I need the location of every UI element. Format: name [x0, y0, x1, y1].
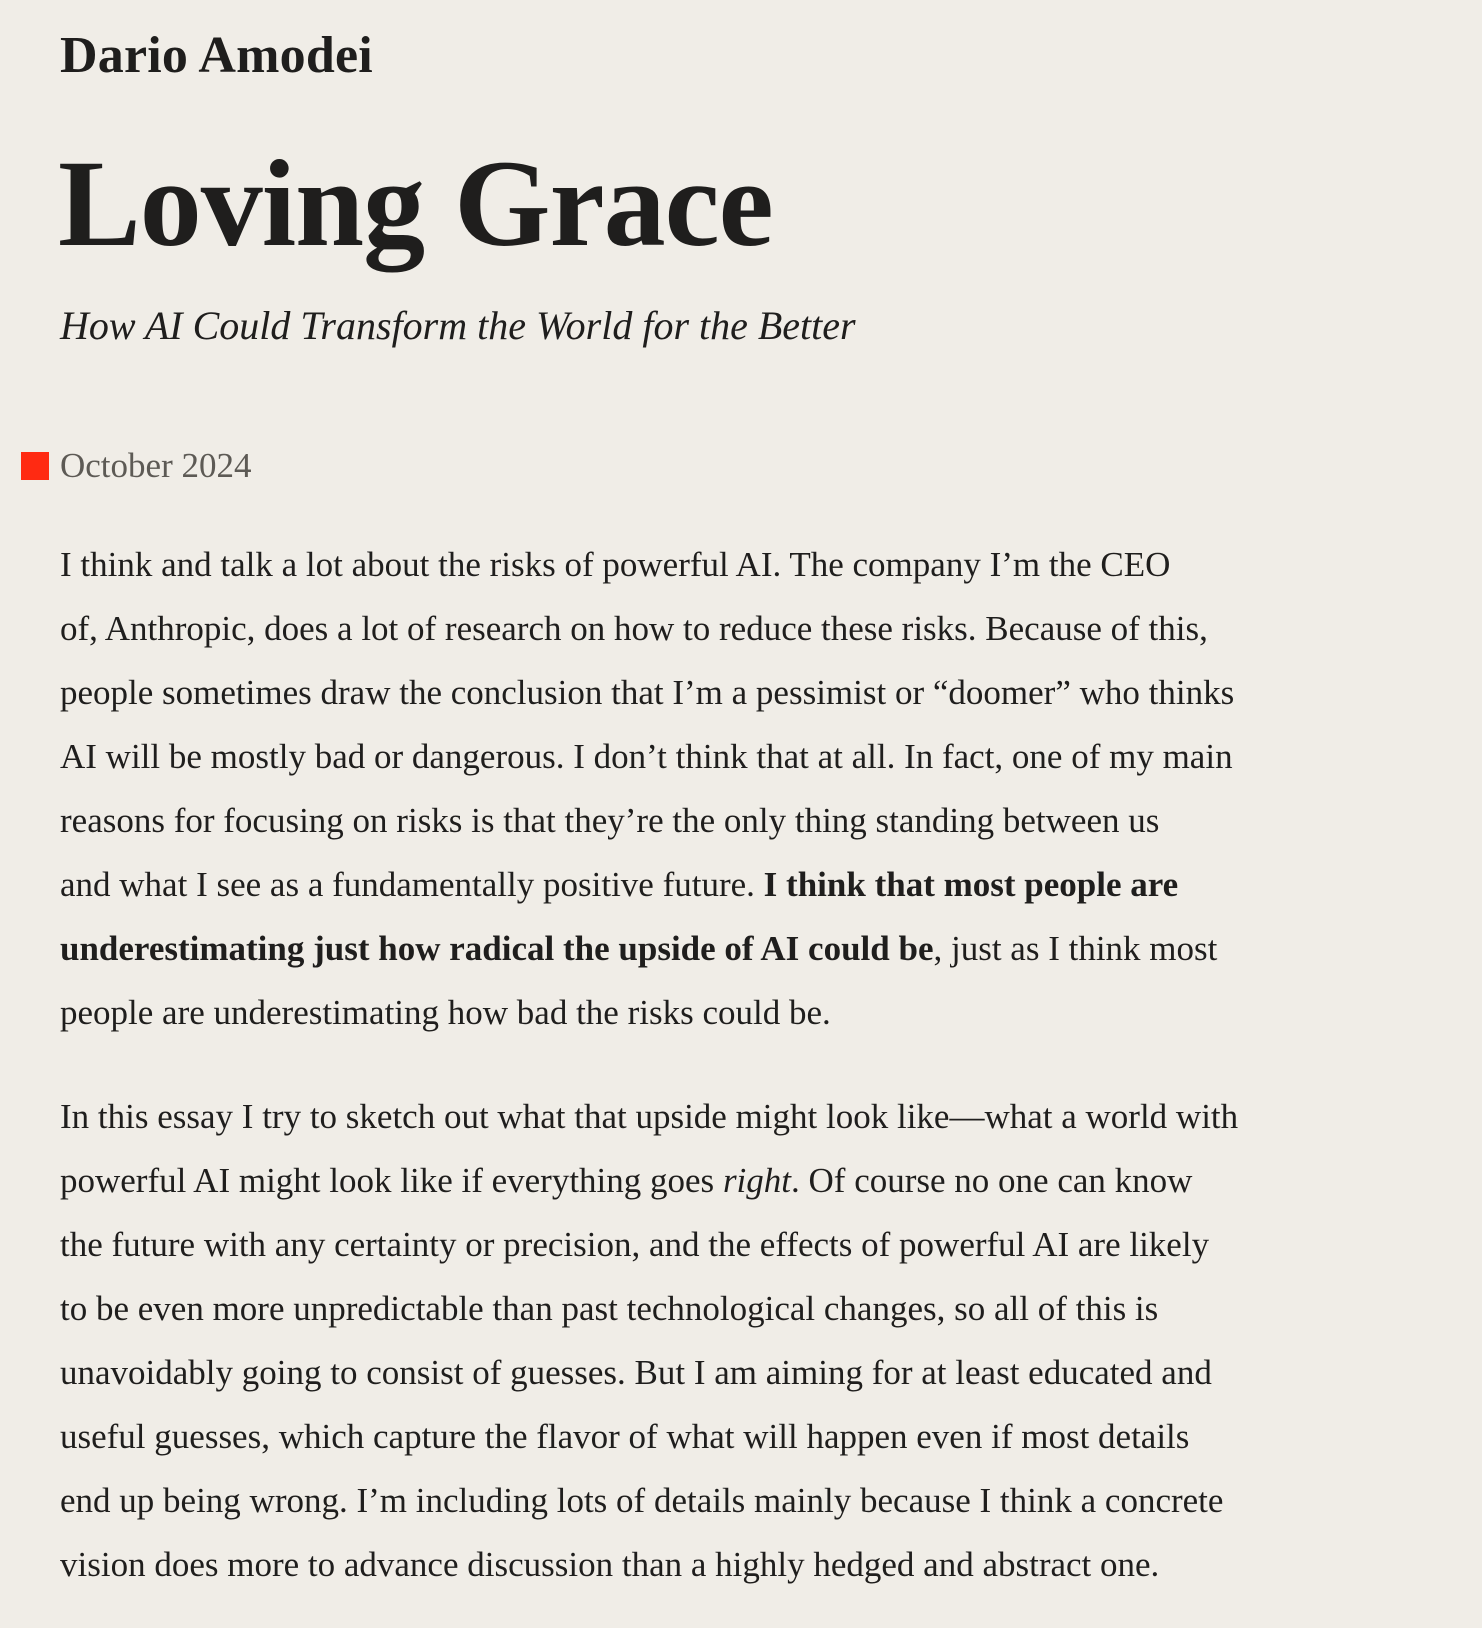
paragraph-line: of, Anthropic, does a lot of research on how to reduce these risks. Because of this,: [60, 609, 1208, 648]
paragraph-line: people sometimes draw the conclusion that I’m a pessimist or “doomer” who thinks: [60, 673, 1235, 712]
bold-thesis-start: I think that most people are: [763, 865, 1179, 904]
paragraph-line: the future with any certainty or precision, and the effects of powerful AI are likely: [60, 1225, 1210, 1264]
paragraph-line: In this essay I try to sketch out what that upside might look like—what a world with: [60, 1097, 1239, 1136]
emphasis-right: right: [722, 1161, 792, 1200]
publication-date: October 2024: [60, 446, 252, 485]
paragraph-line: people are underestimating how bad the risks could be.: [60, 993, 831, 1032]
paragraph-line: useful guesses, which capture the flavor of what will happen even if most details: [60, 1417, 1190, 1456]
paragraph-line: to be even more unpredictable than past technological changes, so all of this is: [60, 1289, 1159, 1328]
line-text: . Of course no one can know: [791, 1161, 1193, 1200]
line-text: , just as I think most: [933, 929, 1218, 968]
author-name[interactable]: Dario Amodei: [60, 27, 373, 84]
line-text: and what I see as a fundamentally positive future.: [60, 865, 764, 904]
paragraph-line: reasons for focusing on risks is that they’re the only thing standing between us: [60, 801, 1160, 840]
paragraph-line: [60, 853, 1440, 917]
line-text: powerful AI might look like if everything goes: [60, 1161, 723, 1200]
paragraph-line: unavoidably going to consist of guesses. But I am aiming for at least educated and: [60, 1353, 1212, 1392]
date-marker-square: [21, 452, 49, 480]
paragraph-line: [60, 917, 1440, 981]
essay-title: Loving Grace: [58, 135, 773, 272]
paragraph-line: AI will be mostly bad or dangerous. I don’t think that at all. In fact, one of my main: [60, 737, 1233, 776]
paragraph-line: I think and talk a lot about the risks of powerful AI. The company I’m the CEO: [60, 545, 1171, 584]
paragraph-line: vision does more to advance discussion than a highly hedged and abstract one.: [60, 1545, 1160, 1584]
paragraph-line: [60, 1149, 1440, 1213]
bold-thesis-end: underestimating just how radical the upside of AI could be: [60, 929, 934, 968]
essay-subtitle: How AI Could Transform the World for the Better: [60, 303, 856, 348]
paragraph-line: end up being wrong. I’m including lots of details mainly because I think a concrete: [60, 1481, 1224, 1520]
paragraph-intro: [60, 533, 1440, 1045]
paragraph-purpose: [60, 1085, 1440, 1597]
